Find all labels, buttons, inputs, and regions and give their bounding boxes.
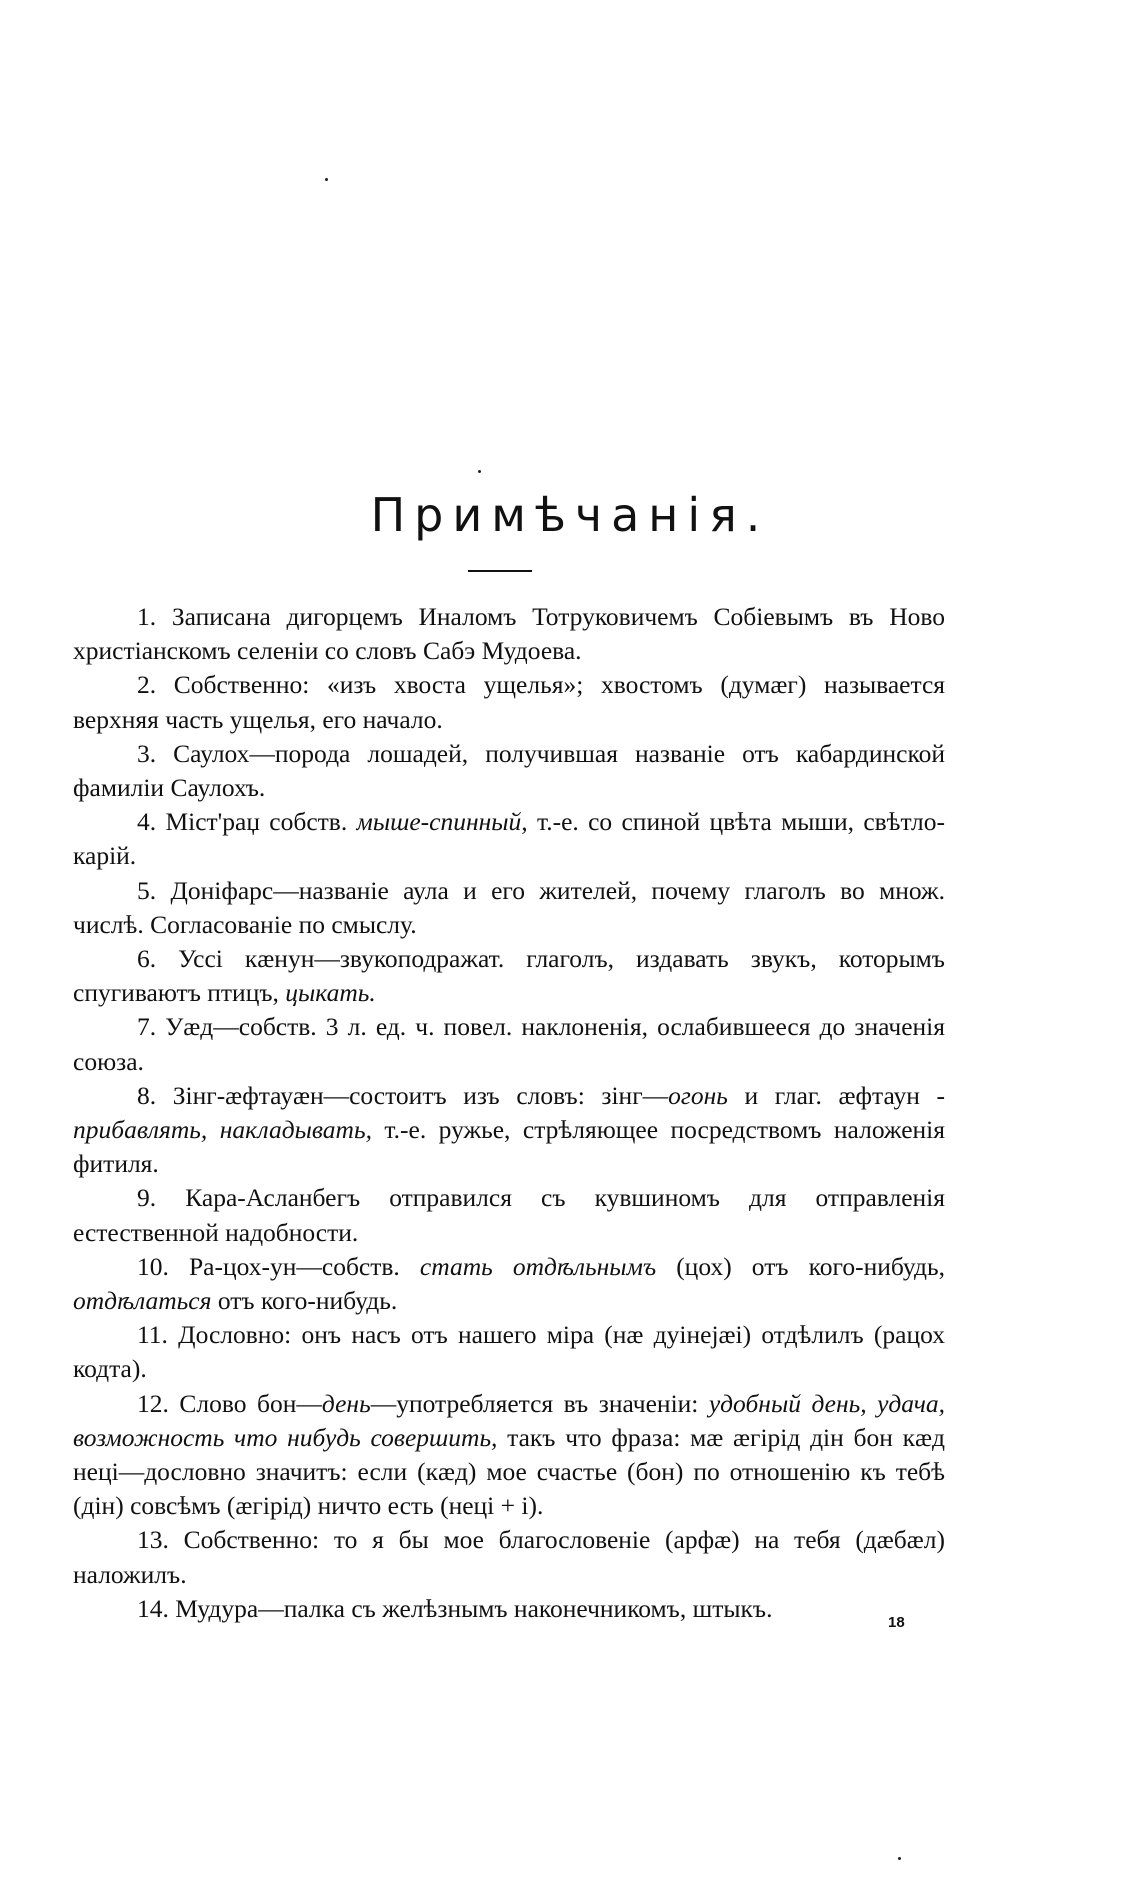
note-12: 12. Слово бон—день—употребляется въ значеніи: удобный день, удача, возможность что нибудь совершить, такъ что фраза: мæ æгірід дін бон кæд нецi—дословно значитъ: если (кæд) мое счастье (бон) по отношенію къ тебѣ (дін) совсѣмъ (æгірід) ничто есть (неці + і). <box>73 1388 945 1521</box>
note-8: 8. Зінг-æфтауæн—состоитъ изъ словъ: зінг—огонь и глаг. æфтаун - прибавлять, накладывать, т.-е. ружье, стрѣляющее посредствомъ наложенія фитиля. <box>73 1080 945 1179</box>
note-11: 11. Дословно: онъ насъ отъ нашего міра (нæ дуінеjæі) отдѣлилъ (рацох кодта). <box>73 1320 945 1384</box>
scan-speck <box>898 1857 901 1860</box>
title-divider <box>468 570 532 572</box>
notes-list <box>73 600 945 1626</box>
note-13: 13. Собственно: то я бы мое благословеніе (арфæ) на тебя (дæбæл) наложилъ. <box>73 1525 945 1589</box>
page-number: 18 <box>888 1614 905 1631</box>
note-5: 5. Доніфарс—названіе аула и его жителей, почему глаголъ во множ. числѣ. Согласованіе по смыслу. <box>73 875 945 939</box>
note-14: 14. Мудура—палка съ желѣзнымъ наконечникомъ, штыкъ. <box>137 1593 773 1623</box>
note-3: 3. Саулох—порода лошадей, получившая названіе отъ кабардинской фамиліи Саулохъ. <box>73 738 945 803</box>
note-7: 7. Уæд—собств. 3 л. ед. ч. повел. наклоненія, ослабившееся до значенія союза. <box>73 1012 945 1076</box>
scan-speck <box>325 178 328 181</box>
note-4: 4. Міст'раџ собств. мыше-спинный, т.-е. со спиной цвѣта мыши, свѣтло-карій. <box>73 807 946 871</box>
note-10: 10. Ра-цох-ун—собств. стать отдѣльнымъ (цох) отъ кого-нибудь, отдѣлаться отъ кого-нибудь. <box>73 1251 945 1316</box>
note-9: 9. Кара-Асланбегъ отправился съ кувшиномъ для отправленія естественной надобности. <box>73 1183 945 1247</box>
scan-speck <box>478 470 481 473</box>
page-title: Примѣчанія. <box>370 488 770 542</box>
note-2: 2. Собственно: «изъ хвоста ущелья»; хвостомъ (думæг) называется верхняя часть ущелья, его начало. <box>73 670 945 734</box>
note-1: 1. Записана дигорцемъ Иналомъ Тотруковичемъ Собіевымъ въ Ново христіанскомъ селеніи со словъ Сабэ Мудоева. <box>73 602 945 666</box>
note-6: 6. Уссі кæнун—звукоподражат. глаголъ, издавать звукъ, которымъ спугиваютъ птицъ, цыкать. <box>73 944 945 1008</box>
